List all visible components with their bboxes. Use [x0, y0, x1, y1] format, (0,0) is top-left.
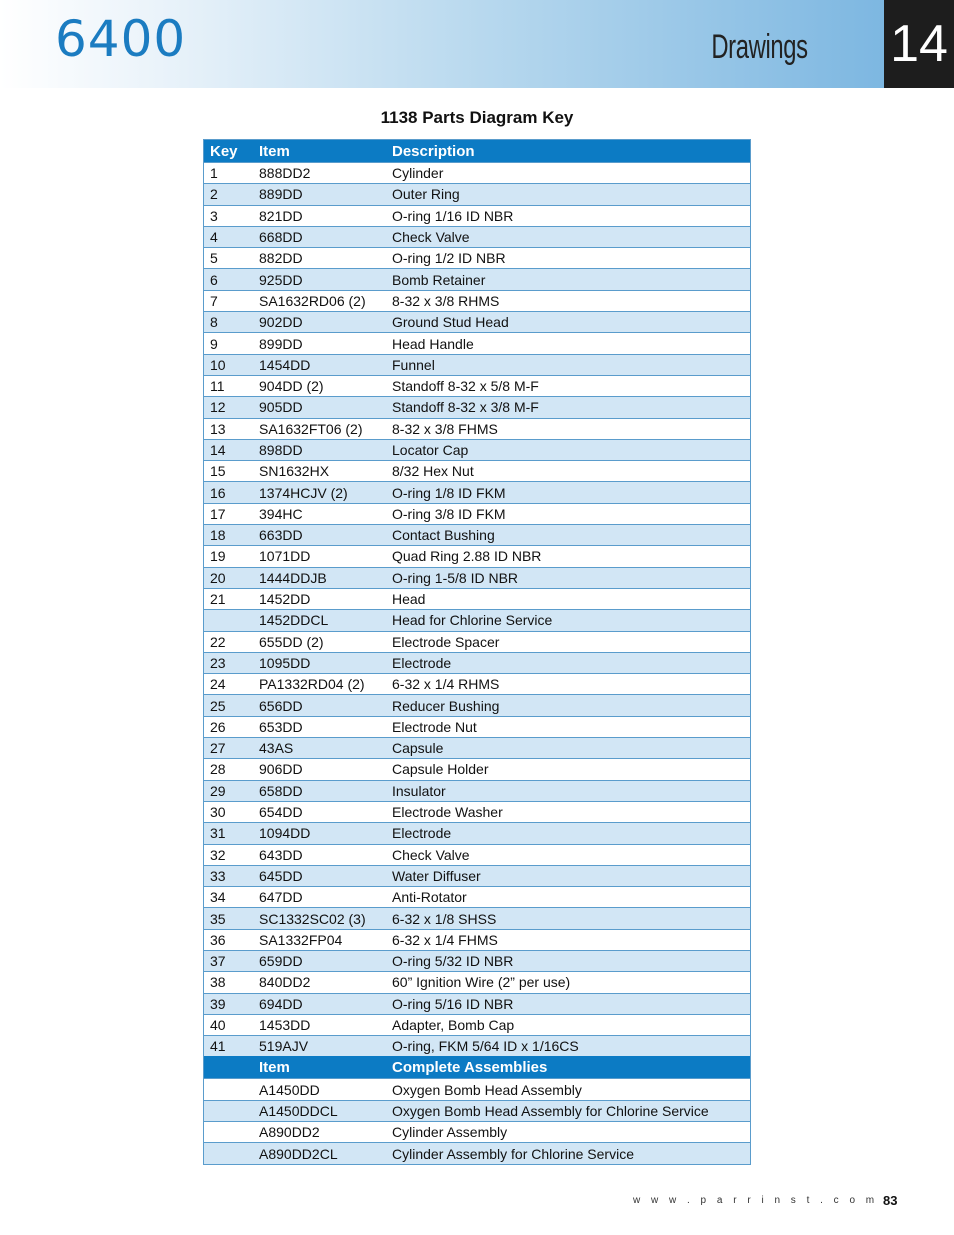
- cell-item: 1454DD: [253, 354, 386, 375]
- cell-description: Head for Chlorine Service: [386, 610, 751, 631]
- cell-item: 653DD: [253, 716, 386, 737]
- cell-description: Insulator: [386, 780, 751, 801]
- cell-item: 882DD: [253, 248, 386, 269]
- cell-key: 24: [204, 674, 254, 695]
- table-row: [204, 1143, 751, 1164]
- cell-key: 6: [204, 269, 254, 290]
- cell-item: 659DD: [253, 950, 386, 971]
- table-row: [204, 738, 751, 759]
- cell-key: 22: [204, 631, 254, 652]
- cell-item: 1094DD: [253, 823, 386, 844]
- parts-table-header-row: [204, 140, 751, 163]
- cell-item: 902DD: [253, 312, 386, 333]
- table-row: [204, 290, 751, 311]
- cell-item: A1450DD: [253, 1079, 386, 1100]
- table-row: [204, 546, 751, 567]
- cell-key: 8: [204, 312, 254, 333]
- table-row: [204, 588, 751, 609]
- table-row: [204, 950, 751, 971]
- table-row: [204, 1014, 751, 1035]
- assemblies-table-body: [204, 1079, 751, 1164]
- cell-item: 394HC: [253, 503, 386, 524]
- cell-key: 1: [204, 163, 254, 184]
- cell-item: 654DD: [253, 801, 386, 822]
- column-header-item: Item: [253, 140, 386, 163]
- table-row: [204, 695, 751, 716]
- cell-key: [204, 1100, 254, 1121]
- cell-item: 656DD: [253, 695, 386, 716]
- table-row: [204, 929, 751, 950]
- cell-description: Electrode: [386, 823, 751, 844]
- table-row: [204, 993, 751, 1014]
- cell-description: O-ring 5/32 ID NBR: [386, 950, 751, 971]
- cell-item: 905DD: [253, 397, 386, 418]
- cell-key: 33: [204, 865, 254, 886]
- cell-item: 647DD: [253, 887, 386, 908]
- cell-key: 30: [204, 801, 254, 822]
- cell-item: SC1332SC02 (3): [253, 908, 386, 929]
- cell-description: Oxygen Bomb Head Assembly for Chlorine Service: [386, 1100, 751, 1121]
- cell-key: 29: [204, 780, 254, 801]
- cell-description: Adapter, Bomb Cap: [386, 1014, 751, 1035]
- cell-description: 60” Ignition Wire (2” per use): [386, 972, 751, 993]
- cell-description: 6-32 x 1/8 SHSS: [386, 908, 751, 929]
- cell-item: SA1632RD06 (2): [253, 290, 386, 311]
- cell-item: SA1332FP04: [253, 929, 386, 950]
- table-row: [204, 525, 751, 546]
- cell-item: 645DD: [253, 865, 386, 886]
- cell-description: 8-32 x 3/8 FHMS: [386, 418, 751, 439]
- table-row: [204, 1079, 751, 1100]
- section-title: Drawings: [711, 28, 808, 66]
- column-header-description: Description: [386, 140, 751, 163]
- cell-key: 13: [204, 418, 254, 439]
- cell-key: 38: [204, 972, 254, 993]
- table-row: [204, 801, 751, 822]
- cell-item: 694DD: [253, 993, 386, 1014]
- cell-item: A890DD2: [253, 1122, 386, 1143]
- cell-key: 10: [204, 354, 254, 375]
- table-row: [204, 375, 751, 396]
- cell-key: [204, 1143, 254, 1164]
- cell-description: Electrode: [386, 652, 751, 673]
- cell-key: 27: [204, 738, 254, 759]
- table-row: [204, 312, 751, 333]
- cell-key: 4: [204, 226, 254, 247]
- cell-description: Anti-Rotator: [386, 887, 751, 908]
- cell-description: Capsule Holder: [386, 759, 751, 780]
- table-row: [204, 503, 751, 524]
- footer-url: w w w . p a r r i n s t . c o m: [633, 1195, 879, 1206]
- cell-item: 1452DD: [253, 588, 386, 609]
- table-row: [204, 780, 751, 801]
- table-row: [204, 354, 751, 375]
- table-row: [204, 184, 751, 205]
- cell-description: Check Valve: [386, 226, 751, 247]
- cell-description: Standoff 8-32 x 3/8 M-F: [386, 397, 751, 418]
- cell-description: Oxygen Bomb Head Assembly: [386, 1079, 751, 1100]
- cell-key: 25: [204, 695, 254, 716]
- cell-description: Standoff 8-32 x 5/8 M-F: [386, 375, 751, 396]
- cell-item: 889DD: [253, 184, 386, 205]
- cell-key: 9: [204, 333, 254, 354]
- cell-item: 43AS: [253, 738, 386, 759]
- cell-description: Contact Bushing: [386, 525, 751, 546]
- cell-key: 3: [204, 205, 254, 226]
- table-row: [204, 163, 751, 184]
- cell-description: O-ring 5/16 ID NBR: [386, 993, 751, 1014]
- cell-key: 7: [204, 290, 254, 311]
- cell-description: Electrode Spacer: [386, 631, 751, 652]
- cell-key: 19: [204, 546, 254, 567]
- table-row: [204, 482, 751, 503]
- table-row: [204, 226, 751, 247]
- cell-key: [204, 1122, 254, 1143]
- table-row: [204, 1036, 751, 1057]
- assemblies-header-item: Item: [253, 1056, 386, 1079]
- column-header-key: Key: [204, 140, 254, 163]
- table-row: [204, 887, 751, 908]
- parts-diagram-key-table: [203, 139, 751, 1165]
- table-row: [204, 631, 751, 652]
- cell-item: 899DD: [253, 333, 386, 354]
- cell-key: 5: [204, 248, 254, 269]
- cell-key: 20: [204, 567, 254, 588]
- cell-key: 39: [204, 993, 254, 1014]
- cell-item: 840DD2: [253, 972, 386, 993]
- cell-item: A1450DDCL: [253, 1100, 386, 1121]
- cell-key: 26: [204, 716, 254, 737]
- table-row: [204, 418, 751, 439]
- cell-key: 32: [204, 844, 254, 865]
- cell-item: SN1632HX: [253, 461, 386, 482]
- cell-description: Electrode Washer: [386, 801, 751, 822]
- cell-description: Cylinder: [386, 163, 751, 184]
- cell-description: 8/32 Hex Nut: [386, 461, 751, 482]
- cell-description: Head: [386, 588, 751, 609]
- cell-item: 888DD2: [253, 163, 386, 184]
- table-row: [204, 972, 751, 993]
- cell-description: Bomb Retainer: [386, 269, 751, 290]
- cell-description: Ground Stud Head: [386, 312, 751, 333]
- cell-description: 6-32 x 1/4 RHMS: [386, 674, 751, 695]
- cell-item: 1444DDJB: [253, 567, 386, 588]
- cell-item: A890DD2CL: [253, 1143, 386, 1164]
- cell-key: 37: [204, 950, 254, 971]
- assemblies-header-description: Complete Assemblies: [386, 1056, 751, 1079]
- cell-key: 14: [204, 439, 254, 460]
- table-row: [204, 567, 751, 588]
- cell-key: 2: [204, 184, 254, 205]
- cell-description: Reducer Bushing: [386, 695, 751, 716]
- table-row: [204, 844, 751, 865]
- table-row: [204, 610, 751, 631]
- cell-description: Cylinder Assembly for Chlorine Service: [386, 1143, 751, 1164]
- cell-key: 41: [204, 1036, 254, 1057]
- table-row: [204, 674, 751, 695]
- cell-description: Outer Ring: [386, 184, 751, 205]
- cell-description: Electrode Nut: [386, 716, 751, 737]
- cell-item: 925DD: [253, 269, 386, 290]
- table-row: [204, 397, 751, 418]
- cell-key: 15: [204, 461, 254, 482]
- model-number: 6400: [55, 10, 187, 68]
- cell-item: 519AJV: [253, 1036, 386, 1057]
- cell-item: 898DD: [253, 439, 386, 460]
- table-row: [204, 823, 751, 844]
- cell-description: O-ring 1/16 ID NBR: [386, 205, 751, 226]
- cell-key: 36: [204, 929, 254, 950]
- cell-item: 1374HCJV (2): [253, 482, 386, 503]
- cell-description: Head Handle: [386, 333, 751, 354]
- cell-description: 6-32 x 1/4 FHMS: [386, 929, 751, 950]
- assemblies-header-row: [204, 1056, 751, 1079]
- cell-item: 1071DD: [253, 546, 386, 567]
- cell-description: Locator Cap: [386, 439, 751, 460]
- table-row: [204, 205, 751, 226]
- cell-description: Quad Ring 2.88 ID NBR: [386, 546, 751, 567]
- cell-description: Capsule: [386, 738, 751, 759]
- table-row: [204, 248, 751, 269]
- cell-description: Cylinder Assembly: [386, 1122, 751, 1143]
- cell-description: O-ring 3/8 ID FKM: [386, 503, 751, 524]
- cell-item: 663DD: [253, 525, 386, 546]
- parts-table-body: [204, 163, 751, 1057]
- cell-description: O-ring, FKM 5/64 ID x 1/16CS: [386, 1036, 751, 1057]
- table-row: [204, 908, 751, 929]
- cell-key: 34: [204, 887, 254, 908]
- cell-item: 1095DD: [253, 652, 386, 673]
- cell-item: 668DD: [253, 226, 386, 247]
- cell-key: 35: [204, 908, 254, 929]
- table-row: [204, 1122, 751, 1143]
- table-row: [204, 439, 751, 460]
- table-row: [204, 269, 751, 290]
- chapter-number: 14: [884, 0, 954, 88]
- cell-description: 8-32 x 3/8 RHMS: [386, 290, 751, 311]
- cell-key: 23: [204, 652, 254, 673]
- cell-description: O-ring 1-5/8 ID NBR: [386, 567, 751, 588]
- cell-key: 16: [204, 482, 254, 503]
- table-row: [204, 865, 751, 886]
- cell-item: 906DD: [253, 759, 386, 780]
- table-row: [204, 1100, 751, 1121]
- assemblies-header-key: [204, 1056, 254, 1079]
- cell-key: 31: [204, 823, 254, 844]
- cell-item: SA1632FT06 (2): [253, 418, 386, 439]
- cell-item: 821DD: [253, 205, 386, 226]
- cell-key: 28: [204, 759, 254, 780]
- cell-item: 904DD (2): [253, 375, 386, 396]
- page-number: 83: [883, 1193, 898, 1208]
- table-row: [204, 652, 751, 673]
- table-row: [204, 716, 751, 737]
- cell-item: 1452DDCL: [253, 610, 386, 631]
- cell-item: 643DD: [253, 844, 386, 865]
- cell-description: Check Valve: [386, 844, 751, 865]
- cell-item: 1453DD: [253, 1014, 386, 1035]
- cell-description: O-ring 1/8 ID FKM: [386, 482, 751, 503]
- cell-item: PA1332RD04 (2): [253, 674, 386, 695]
- table-row: [204, 461, 751, 482]
- cell-description: Water Diffuser: [386, 865, 751, 886]
- table-row: [204, 333, 751, 354]
- cell-key: [204, 1079, 254, 1100]
- table-row: [204, 759, 751, 780]
- cell-key: 17: [204, 503, 254, 524]
- cell-key: 18: [204, 525, 254, 546]
- cell-key: 40: [204, 1014, 254, 1035]
- cell-item: 655DD (2): [253, 631, 386, 652]
- cell-key: 12: [204, 397, 254, 418]
- cell-description: O-ring 1/2 ID NBR: [386, 248, 751, 269]
- cell-key: 11: [204, 375, 254, 396]
- table-title: 1138 Parts Diagram Key: [380, 108, 574, 127]
- page-header-band: [0, 0, 884, 88]
- cell-item: 658DD: [253, 780, 386, 801]
- cell-key: 21: [204, 588, 254, 609]
- cell-key: [204, 610, 254, 631]
- cell-description: Funnel: [386, 354, 751, 375]
